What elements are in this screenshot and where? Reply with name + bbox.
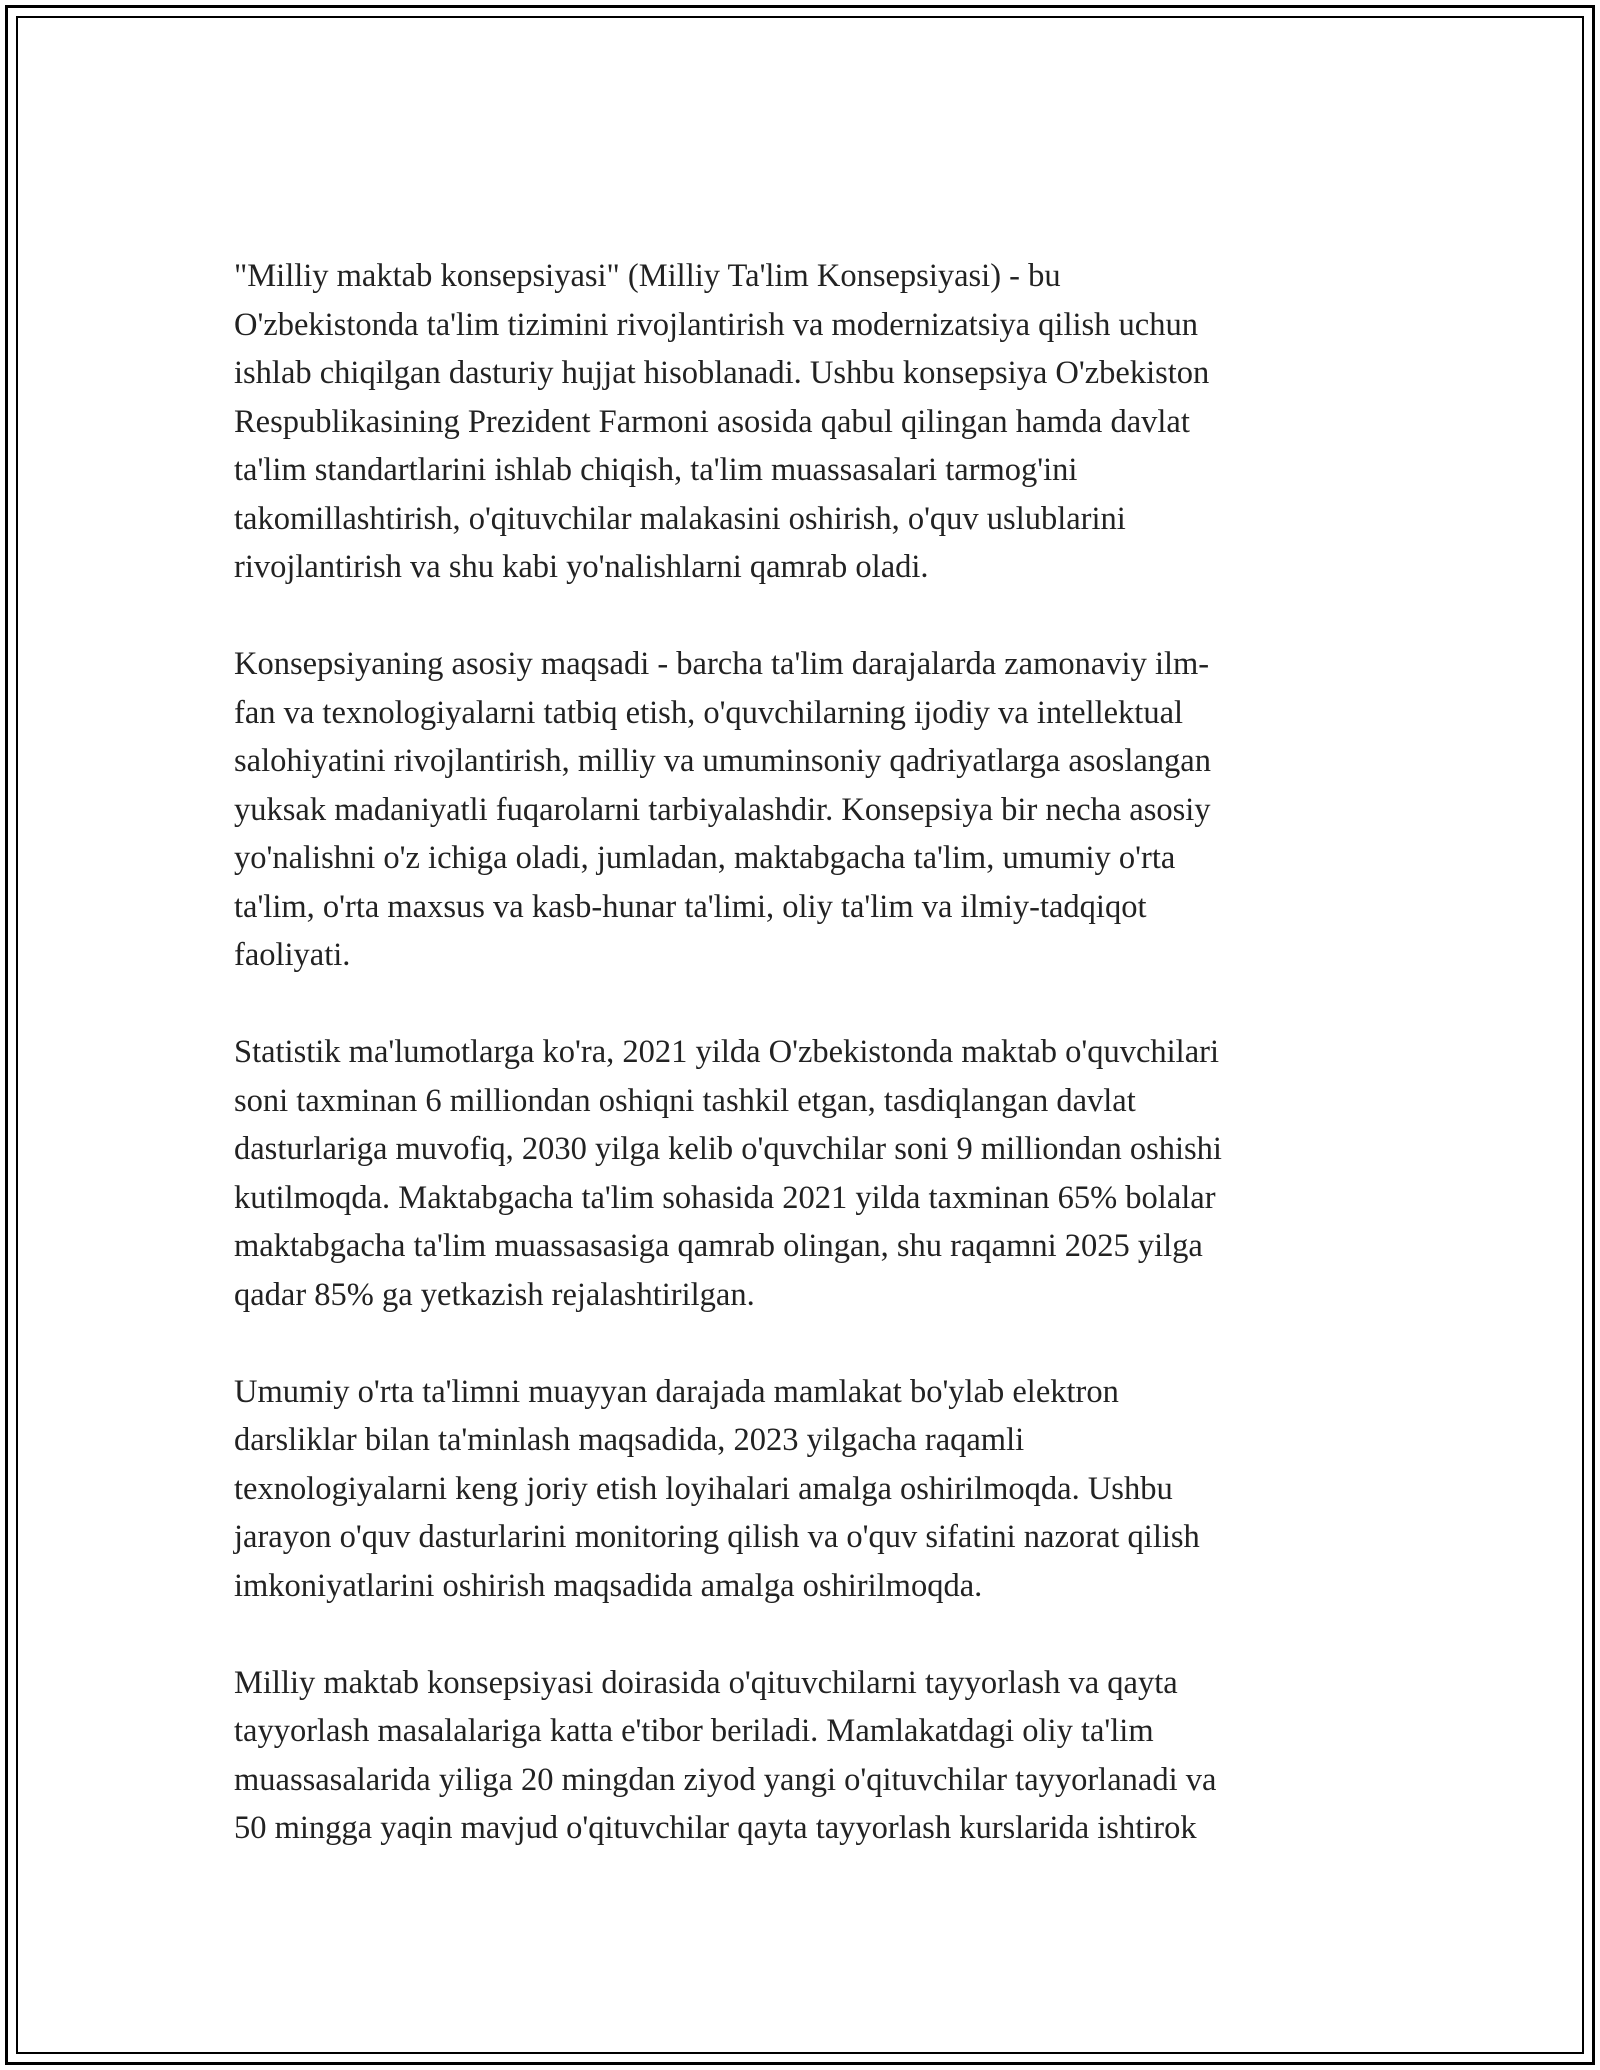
paragraph-5: Milliy maktab konsepsiyasi doirasida o'qituvchilarni tayyorlash va qayta tayyorlash masalalariga katta e'tibor beriladi. Mamlakatdagi oliy ta'lim muassasalarida yiliga 20 mingdan ziyod yangi o'qituvchilar tayyorlanadi va 50 mingga yaqin mavjud o'qituvchilar qayta tayyorlash kurslarida ishtirok bbox=[234, 1664, 1217, 1846]
document-body bbox=[234, 252, 1374, 1901]
paragraph-3: Statistik ma'lumotlarga ko'ra, 2021 yilda O'zbekistonda maktab o'quvchilari soni taxminan 6 milliondan oshiqni tashkil etgan, tasdiqlangan davlat dasturlariga muvofiq, 2030 yilga kelib o'quvchilar soni 9 milliondan oshishi kutilmoqda. Maktabgacha ta'lim sohasida 2021 yilda taxminan 65% bolalar maktabgacha ta'lim muassasasiga qamrab olingan, shu raqamni 2025 yilga qadar 85% ga yetkazish rejalashtirilgan. bbox=[234, 1034, 1222, 1313]
paragraph-1: "Milliy maktab konsepsiyasi" (Milliy Ta'lim Konsepsiyasi) - bu O'zbekistonda ta'lim tizimini rivojlantirish va modernizatsiya qilish uchun ishlab chiqilgan dasturiy hujjat hisoblanadi. Ushbu konsepsiya O'zbekiston Respublikasining Prezident Farmoni asosida qabul qilingan hamda davlat ta'lim standartlarini ishlab chiqish, ta'lim muassasalari tarmog'ini takomillashtirish, o'qituvchilar malakasini oshirish, o'quv uslublarini rivojlantirish va shu kabi yo'nalishlarni qamrab oladi. bbox=[234, 258, 1210, 585]
paragraph-4: Umumiy o'rta ta'limni muayyan darajada mamlakat bo'ylab elektron darsliklar bilan ta'minlash maqsadida, 2023 yilgacha raqamli texnologiyalarni keng joriy etish loyihalari amalga oshirilmoqda. Ushbu jarayon o'quv dasturlarini monitoring qilish va o'quv sifatini nazorat qilish imkoniyatlarini oshirish maqsadida amalga oshirilmoqda. bbox=[234, 1373, 1200, 1604]
paragraph-2: Konsepsiyaning asosiy maqsadi - barcha ta'lim darajalarda zamonaviy ilm- fan va texnologiyalarni tatbiq etish, o'quvchilarning ijodiy va intellektual salohiyatini rivojlantirish, milliy va umuminsoniy qadriyatlarga asoslangan yuksak madaniyatli fuqarolarni tarbiyalashdir. Konsepsiya bir necha asosiy yo'nalishni o'z ichiga oladi, jumladan, maktabgacha ta'lim, umumiy o'rta ta'lim, o'rta maxsus va kasb-hunar ta'limi, oliy ta'lim va ilmiy-tadqiqot faoliyati. bbox=[234, 646, 1211, 973]
